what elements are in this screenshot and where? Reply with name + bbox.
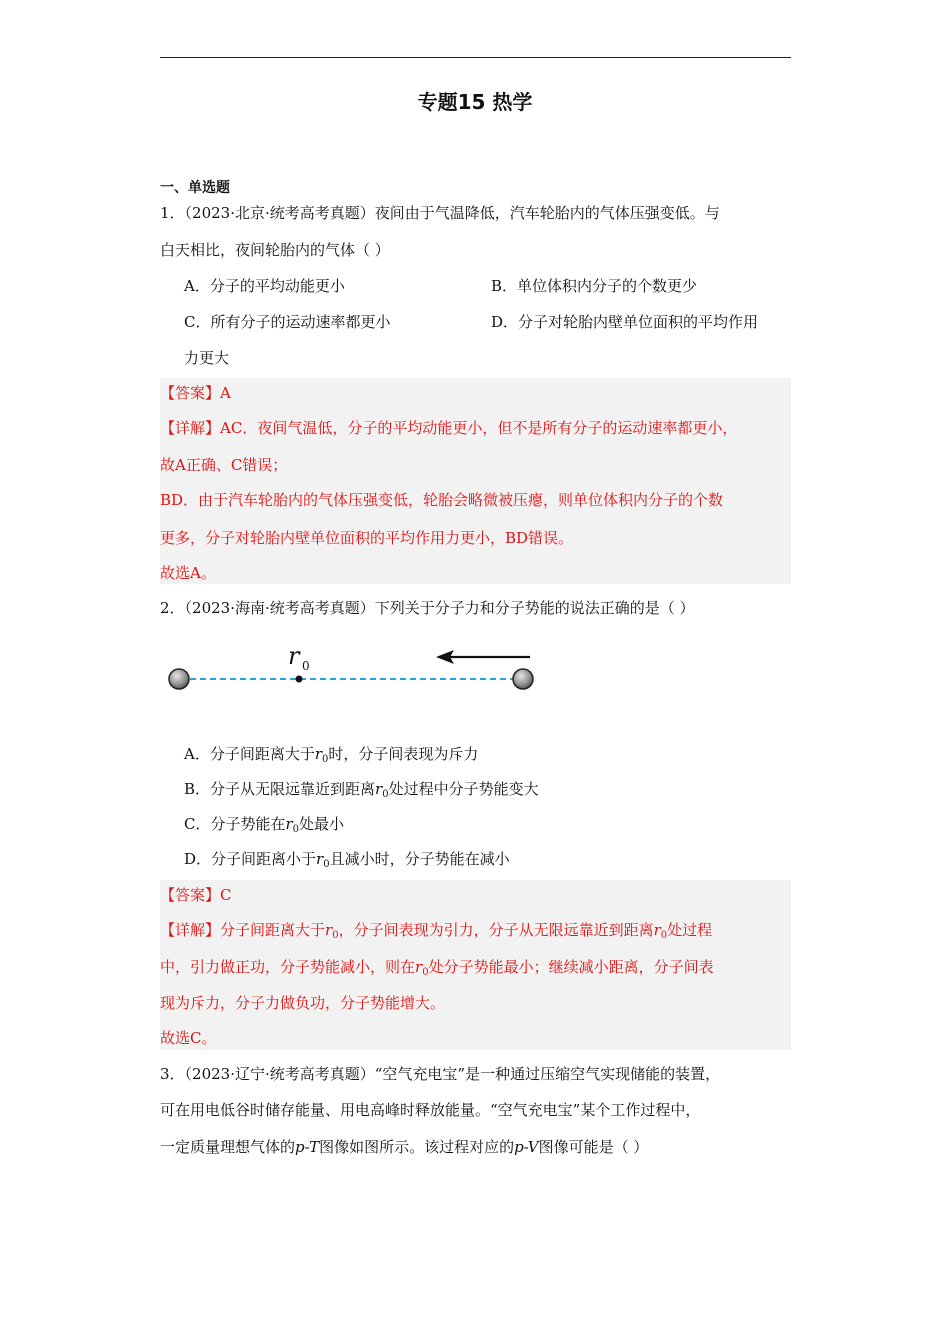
header-rule bbox=[160, 57, 791, 58]
r0-label-sub: 0 bbox=[302, 659, 310, 673]
q2-option-b-pre: B．分子从无限远靠近到距离 bbox=[184, 780, 376, 798]
q2-option-d-pre: D．分子间距离小于 bbox=[184, 850, 317, 868]
q1-answer-box bbox=[160, 378, 791, 584]
r0-symbol: r bbox=[415, 958, 423, 976]
q1-detail-line3: BD．由于汽车轮胎内的气体压强变低，轮胎会略微被压瘪，则单位体积内分子的个数 bbox=[160, 491, 724, 509]
q2-option-b bbox=[184, 779, 539, 805]
q2-answer-value: C bbox=[220, 886, 232, 904]
q3-line3-a: 一定质量理想气体的 bbox=[160, 1138, 296, 1156]
q1-option-b: B．单位体积内分子的个数更少 bbox=[491, 277, 698, 295]
q2-detail1-b: ，分子间表现为引力，分子从无限远靠近到距离 bbox=[338, 921, 654, 939]
q2-detail-line3: 现为斥力，分子力做负功，分子势能增大。 bbox=[160, 994, 446, 1012]
r0-subscript: 0 bbox=[660, 930, 668, 941]
q1-answer-value: A bbox=[220, 384, 231, 402]
q1-detail-text1: AC．夜间气温低，分子的平均动能更小，但不是所有分子的运动速率都更小， bbox=[220, 419, 738, 437]
q2-option-d-post: 且减小时，分子势能在减小 bbox=[329, 850, 510, 868]
q1-detail-line2: 故A正确、C错误； bbox=[160, 456, 288, 474]
q2-answer-tag: 【答案】 bbox=[160, 886, 221, 904]
q1-detail-tag: 【详解】 bbox=[160, 419, 221, 437]
q2-option-c-pre: C．分子势能在 bbox=[184, 815, 286, 833]
q2-detail1-a: 分子间距离大于 bbox=[220, 921, 326, 939]
r0-subscript: 0 bbox=[322, 754, 329, 765]
q2-answer-box bbox=[160, 880, 791, 1050]
q3-stem-line3 bbox=[160, 1137, 648, 1157]
q1-detail-line1 bbox=[160, 418, 737, 438]
q1-option-a: A．分子的平均动能更小 bbox=[184, 277, 345, 295]
q1-option-d: D．分子对轮胎内壁单位面积的平均作用 bbox=[491, 313, 759, 331]
p-T-symbol: p-T bbox=[295, 1138, 320, 1156]
r0-symbol: r bbox=[653, 921, 661, 939]
q2-option-a-post: 时，分子间表现为斥力 bbox=[328, 745, 479, 763]
r0-subscript: 0 bbox=[292, 824, 300, 835]
moving-molecule bbox=[513, 669, 533, 689]
q1-detail-line4: 更多，分子对轮胎内壁单位面积的平均作用力更小，BD错误。 bbox=[160, 529, 574, 547]
q2-option-c-post: 处最小 bbox=[299, 815, 345, 833]
r0-symbol: r bbox=[285, 815, 293, 833]
q1-stem-line1: 1．（2023·北京·统考高考真题）夜间由于气温降低，汽车轮胎内的气体压强变低。与 bbox=[160, 204, 720, 222]
r0-subscript: 0 bbox=[422, 967, 429, 978]
q3-stem-line2: 可在用电低谷时储存能量、用电高峰时释放能量。“空气充电宝”某个工作过程中， bbox=[160, 1101, 701, 1119]
p-V-symbol: p-V bbox=[514, 1138, 539, 1156]
q3-line3-c: 图像可能是（ ） bbox=[538, 1138, 649, 1156]
r0-symbol: r bbox=[316, 850, 324, 868]
q2-option-b-post: 处过程中分子势能变大 bbox=[388, 780, 539, 798]
r0-symbol: r bbox=[314, 745, 323, 763]
q2-stem: 2．（2023·海南·统考高考真题）下列关于分子力和分子势能的说法正确的是（ ） bbox=[160, 599, 695, 617]
r0-subscript: 0 bbox=[332, 930, 339, 941]
q1-stem-line2: 白天相比，夜间轮胎内的气体（ ） bbox=[160, 241, 390, 259]
section-heading: 一、单选题 bbox=[160, 180, 230, 196]
r0-label-var: r bbox=[288, 642, 300, 670]
q1-option-d-continued: 力更大 bbox=[184, 349, 230, 367]
q2-option-c bbox=[184, 814, 344, 840]
q1-answer-tag: 【答案】 bbox=[160, 384, 221, 402]
left-arrow-icon bbox=[436, 650, 530, 664]
r0-subscript: 0 bbox=[382, 789, 389, 800]
q1-detail-line5: 故选A。 bbox=[160, 564, 216, 582]
r0-point bbox=[296, 676, 303, 683]
q2-detail-line4: 故选C。 bbox=[160, 1029, 217, 1047]
q2-detail-line1 bbox=[160, 920, 712, 946]
q3-stem-line1: 3．（2023·辽宁·统考高考真题）“空气充电宝”是一种通过压缩空气实现储能的装置， bbox=[160, 1065, 721, 1083]
q3-line3-b: 图像如图所示。该过程对应的 bbox=[319, 1138, 515, 1156]
page-title: 专题15 热学 bbox=[417, 90, 533, 114]
q2-answer bbox=[160, 885, 232, 905]
q2-detail2-b: 处分子势能最小；继续减小距离，分子间表 bbox=[428, 958, 714, 976]
q1-answer bbox=[160, 383, 231, 403]
r0-symbol: r bbox=[375, 780, 383, 798]
molecule-diagram bbox=[160, 636, 550, 710]
q1-option-c: C．所有分子的运动速率都更小 bbox=[184, 313, 391, 331]
molecule-diagram-svg bbox=[160, 636, 550, 706]
q2-detail1-c: 处过程 bbox=[667, 921, 713, 939]
q2-detail-line2 bbox=[160, 957, 714, 983]
r0-symbol: r bbox=[325, 921, 333, 939]
q2-detail-tag: 【详解】 bbox=[160, 921, 221, 939]
q2-option-a-pre: A．分子间距离大于 bbox=[184, 745, 315, 763]
fixed-molecule bbox=[169, 669, 189, 689]
q2-option-a bbox=[184, 744, 478, 770]
q2-option-d bbox=[184, 849, 510, 875]
r0-subscript: 0 bbox=[323, 859, 330, 870]
q2-detail2-a: 中，引力做正功，分子势能减小，则在 bbox=[160, 958, 416, 976]
